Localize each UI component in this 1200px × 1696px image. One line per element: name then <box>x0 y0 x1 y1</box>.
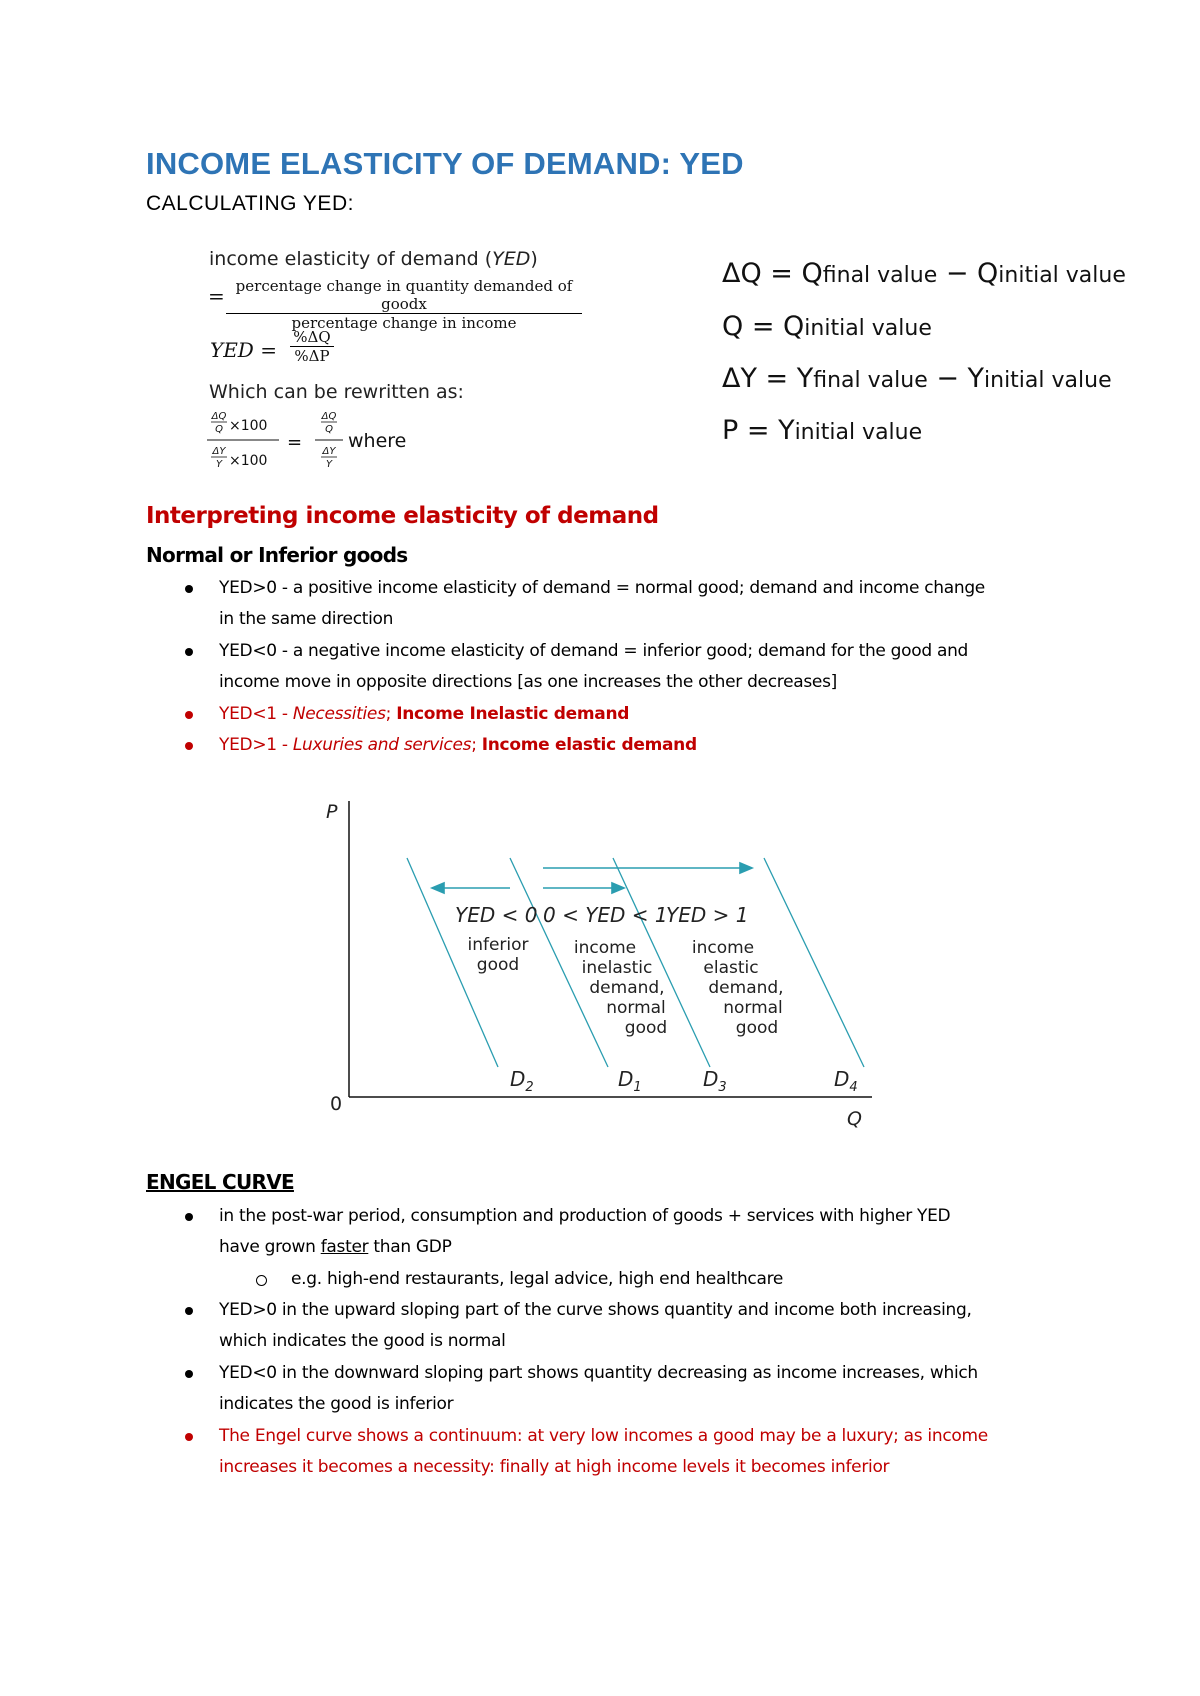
region-inferior-line: inferior <box>467 935 529 955</box>
curve-label-d3: $D_3$ <box>703 1067 727 1095</box>
formula-q: Q = Qinitial value <box>722 311 932 342</box>
region-heading-inferior: YED < 0 <box>455 903 538 927</box>
interpreting-title: Interpreting income elasticity of demand <box>146 503 659 529</box>
bullet-dot <box>185 1307 193 1315</box>
definition-line: income elasticity of demand (YED) <box>209 248 538 270</box>
region-heading-elastic: YED > 1 <box>666 903 749 927</box>
section-subtitle: CALCULATING YED: <box>146 192 354 215</box>
bullet-dot <box>185 1433 193 1441</box>
engel-bullet-postwar: in the post-war period, consumption and production of goods + services with higher YED have grown faster than GDP <box>219 1206 951 1257</box>
page-title: INCOME ELASTICITY OF DEMAND: YED <box>146 146 744 181</box>
bullet-dot <box>185 648 193 656</box>
bullet-yed-negative: YED<0 - a negative income elasticity of demand = inferior good; demand for the good and income move in opposite directions [as one increases the other decreases] <box>219 641 969 692</box>
rewritten-formula <box>205 406 435 478</box>
normal-inferior-subtitle: Normal or Inferior goods <box>146 543 408 567</box>
fraction-numerator: percentage change in quantity demanded of goodx <box>226 277 582 314</box>
arrow-right-short-head <box>612 883 624 893</box>
engel-bullet-continuum: The Engel curve shows a continuum: at very low incomes a good may be a luxury; as income increases it becomes a necessity: finally at high income levels it becomes inferior <box>219 1426 988 1477</box>
bullet-dot <box>185 1213 193 1221</box>
engel-bullet-normal: YED>0 in the upward sloping part of the curve shows quantity and income both increasing, which indicates the good is normal <box>219 1300 972 1351</box>
formula-dy: ΔY = Yfinal value − Yinitial value <box>722 363 1112 394</box>
region-inelastic-line: demand, <box>589 978 665 998</box>
lf-y: Y <box>215 459 223 470</box>
region-elastic-line: income <box>691 938 755 958</box>
region-inelastic-line: inelastic <box>581 958 653 978</box>
fraction-denominator: percentage change in income <box>291 314 517 332</box>
region-elastic-line: normal <box>723 998 783 1018</box>
engel-title: ENGEL CURVE <box>146 1170 294 1194</box>
definition-equals: = <box>208 284 225 308</box>
lf-times2: ×100 <box>229 453 268 469</box>
bullet-dot <box>185 711 193 719</box>
demand-chart <box>320 785 880 1135</box>
rf-dy: ΔY <box>322 446 336 457</box>
rf-dq: ΔQ <box>321 411 337 422</box>
rf-q: Q <box>325 424 333 435</box>
region-elastic-line: elastic <box>703 958 759 978</box>
svg-text:=: = <box>287 432 303 453</box>
rewrite-text: Which can be rewritten as: <box>209 381 464 403</box>
lf-q: Q <box>215 424 223 435</box>
curve-label-d2: $D_2$ <box>510 1067 534 1095</box>
yed-fraction: $\frac{\%\Delta Q}{\%\Delta P}$ <box>290 328 334 365</box>
lf-dq: ΔQ <box>211 411 227 422</box>
region-inelastic-line: income <box>573 938 637 958</box>
bullet-dot <box>185 1370 193 1378</box>
bullet-necessities: YED<1 - Necessities; Income Inelastic demand <box>219 704 630 724</box>
y-axis-label: P <box>326 801 338 823</box>
region-elastic-line: good <box>735 1018 779 1038</box>
lf-dy: ΔY <box>212 446 226 457</box>
where-text: where <box>348 430 407 452</box>
region-heading-inelastic: 0 < YED < 1 <box>543 903 668 927</box>
region-inelastic-line: normal <box>606 998 666 1018</box>
lf-times1: ×100 <box>229 418 268 434</box>
formula-p: P = Yinitial value <box>722 415 923 446</box>
arrow-left-head <box>432 883 444 893</box>
formula-dq: ΔQ = Qfinal value − Qinitial value <box>722 258 1126 289</box>
engel-sub-bullet-examples: e.g. high-end restaurants, legal advice, high end healthcare <box>291 1269 784 1289</box>
region-inferior-line: good <box>476 955 520 975</box>
x-axis-label: Q <box>847 1108 862 1130</box>
curve-label-d4: $D_4$ <box>834 1067 858 1095</box>
region-inelastic-line: good <box>624 1018 668 1038</box>
definition-fraction <box>226 277 582 332</box>
bullet-yed-positive: YED>0 - a positive income elasticity of demand = normal good; demand and income change in the same direction <box>219 578 985 629</box>
arrow-right-long-head <box>740 863 752 873</box>
region-elastic-line: demand, <box>708 978 784 998</box>
rf-y: Y <box>325 459 333 470</box>
sub-bullet-circle <box>256 1275 267 1286</box>
bullet-luxuries: YED>1 - Luxuries and services; Income elastic demand <box>219 735 697 755</box>
bullet-dot <box>185 585 193 593</box>
yed-lhs: YED = <box>210 338 277 362</box>
origin-label: 0 <box>330 1093 343 1115</box>
curve-label-d1: $D_1$ <box>618 1067 642 1095</box>
demand-curve-d4 <box>764 858 864 1067</box>
bullet-dot <box>185 742 193 750</box>
engel-bullet-inferior: YED<0 in the downward sloping part shows quantity decreasing as income increases, which indicates the good is inferior <box>219 1363 978 1414</box>
